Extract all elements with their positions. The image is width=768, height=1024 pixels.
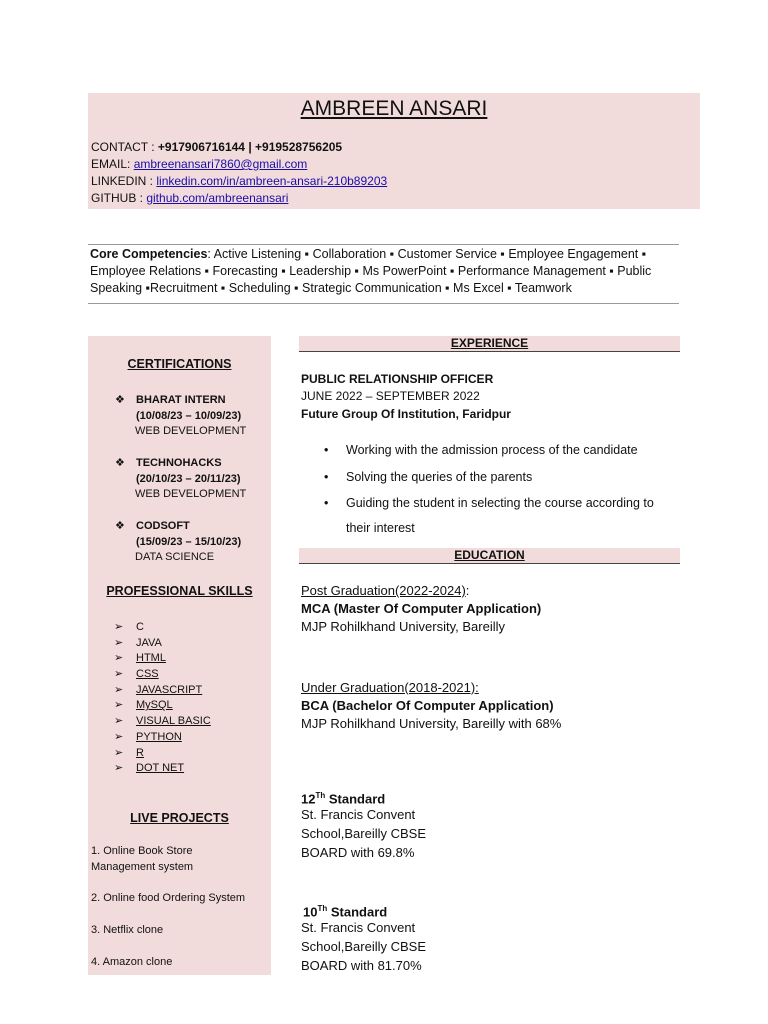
email-label: EMAIL:: [91, 157, 134, 171]
xii-line: St. Francis Convent: [301, 807, 416, 822]
arrow-bullet-icon: ➢: [114, 715, 124, 728]
divider-bottom: [88, 303, 679, 304]
arrow-bullet-icon: ➢: [114, 730, 124, 743]
xii-line: School,Bareilly CBSE: [301, 826, 426, 841]
sidebar: CERTIFICATIONS ❖ BHARAT INTERN (10/08/23 – 10/09/23) WEB DEVELOPMENT ❖ TECHNOHACKS (20/10/23 – 20/11/23) WEB DEVELOPMENT ❖ CODSOFT (15/09/23 – 15/10/23) DATA SCIENCE PROFESSIONAL SKILLS ➢ C ➢ JAVA ➢ HTML ➢ CSS ➢ JAVASCRIPT ➢ MySQL ➢ VISUAL BASIC ➢ PYTHON ➢ R ➢ DOT NET LIVE PROJECTS 1. Online Book Store Management system 2. Online food Ordering System 3. Netflix clone 4. Amazon clone: [88, 336, 271, 975]
linkedin-label: LINKEDIN :: [91, 174, 157, 188]
certification-name: TECHNOHACKS: [136, 457, 222, 469]
certification-dates: (20/10/23 – 20/11/23): [136, 472, 241, 485]
email-line: [91, 156, 307, 173]
project-item: 4. Amazon clone: [91, 956, 173, 968]
header-panel: [88, 93, 700, 209]
core-competencies-label: Core Competencies: [90, 247, 208, 261]
arrow-bullet-icon: ➢: [114, 762, 124, 775]
contact-phones: +917906716144 | +919528756205: [157, 140, 343, 154]
experience-role: PUBLIC RELATIONSHIP OFFICER: [301, 372, 494, 386]
arrow-bullet-icon: ➢: [114, 668, 124, 681]
github-link[interactable]: github.com/ambreenansari: [146, 191, 289, 205]
xii-heading: 12Th Standard: [301, 791, 386, 807]
github-line: [91, 190, 288, 207]
x-heading: 10Th Standard: [303, 904, 388, 920]
candidate-name: AMBREEN ANSARI: [300, 97, 488, 120]
bullet-dot-icon: •: [324, 496, 329, 510]
arrow-bullet-icon: ➢: [114, 699, 124, 712]
arrow-bullet-icon: ➢: [114, 636, 124, 649]
x-line: St. Francis Convent: [301, 920, 416, 935]
divider-top: [88, 244, 679, 245]
certification-dates: (15/09/23 – 15/10/23): [136, 535, 242, 548]
xii-line: BOARD with 69.8%: [301, 845, 415, 860]
pg-degree: MCA (Master Of Computer Application): [301, 601, 542, 616]
core-competencies-text: : Active Listening ▪ Collaboration ▪ Customer Service ▪ Employee Engagement ▪ Employee Relations ▪ Forecasting ▪ Leadership ▪ Ms PowerPoint ▪ Performance Management ▪ Public Speaking ▪Recruitment ▪ Scheduling ▪ Strategic Communication ▪ Ms Excel ▪ Teamwork: [90, 247, 652, 295]
certifications-heading: CERTIFICATIONS: [127, 357, 232, 371]
experience-org: Future Group Of Institution, Faridpur: [301, 407, 511, 421]
experience-heading: EXPERIENCE: [299, 336, 680, 352]
linkedin-link[interactable]: linkedin.com/in/ambreen-ansari-210b89203: [156, 174, 388, 188]
pg-heading: Post Graduation(2022-2024):: [301, 583, 470, 598]
education-heading: EDUCATION: [299, 548, 680, 564]
x-line: BOARD with 81.70%: [301, 958, 422, 973]
certification-dates: (10/08/23 – 10/09/23): [136, 409, 242, 422]
github-label: GITHUB :: [91, 191, 147, 205]
diamond-bullet-icon: ❖: [115, 394, 125, 406]
pg-school: MJP Rohilkhand University, Bareilly: [301, 619, 505, 634]
bullet-dot-icon: •: [324, 443, 329, 457]
diamond-bullet-icon: ❖: [115, 520, 125, 532]
arrow-bullet-icon: ➢: [114, 652, 124, 665]
project-item: 3. Netflix clone: [91, 924, 164, 936]
projects-heading: LIVE PROJECTS: [130, 811, 229, 825]
diamond-bullet-icon: ❖: [115, 457, 125, 469]
certification-name: CODSOFT: [136, 520, 190, 532]
certification-field: WEB DEVELOPMENT: [135, 425, 247, 437]
bullet-dot-icon: •: [324, 470, 329, 484]
project-item: 2. Online food Ordering System: [91, 892, 246, 904]
arrow-bullet-icon: ➢: [114, 621, 124, 633]
core-competencies: [90, 246, 680, 297]
skills-heading: PROFESSIONAL SKILLS: [106, 584, 253, 598]
contact-line: [91, 139, 342, 156]
x-line: School,Bareilly CBSE: [301, 939, 426, 954]
ug-degree: BCA (Bachelor Of Computer Application): [301, 698, 554, 713]
certification-field: DATA SCIENCE: [135, 551, 215, 563]
arrow-bullet-icon: ➢: [114, 683, 124, 696]
ug-heading: Under Graduation(2018-2021):: [301, 680, 479, 695]
linkedin-line: [91, 173, 387, 190]
project-item: 1. Online Book Store Management system: [91, 845, 194, 873]
arrow-bullet-icon: ➢: [114, 746, 124, 759]
certification-field: WEB DEVELOPMENT: [135, 488, 247, 500]
certification-name: BHARAT INTERN: [136, 394, 226, 406]
ug-school: MJP Rohilkhand University, Bareilly with 68%: [301, 716, 562, 731]
contact-label: CONTACT :: [91, 140, 158, 154]
experience-period: JUNE 2022 – SEPTEMBER 2022: [301, 389, 480, 403]
email-link[interactable]: ambreenansari7860@gmail.com: [133, 157, 308, 171]
